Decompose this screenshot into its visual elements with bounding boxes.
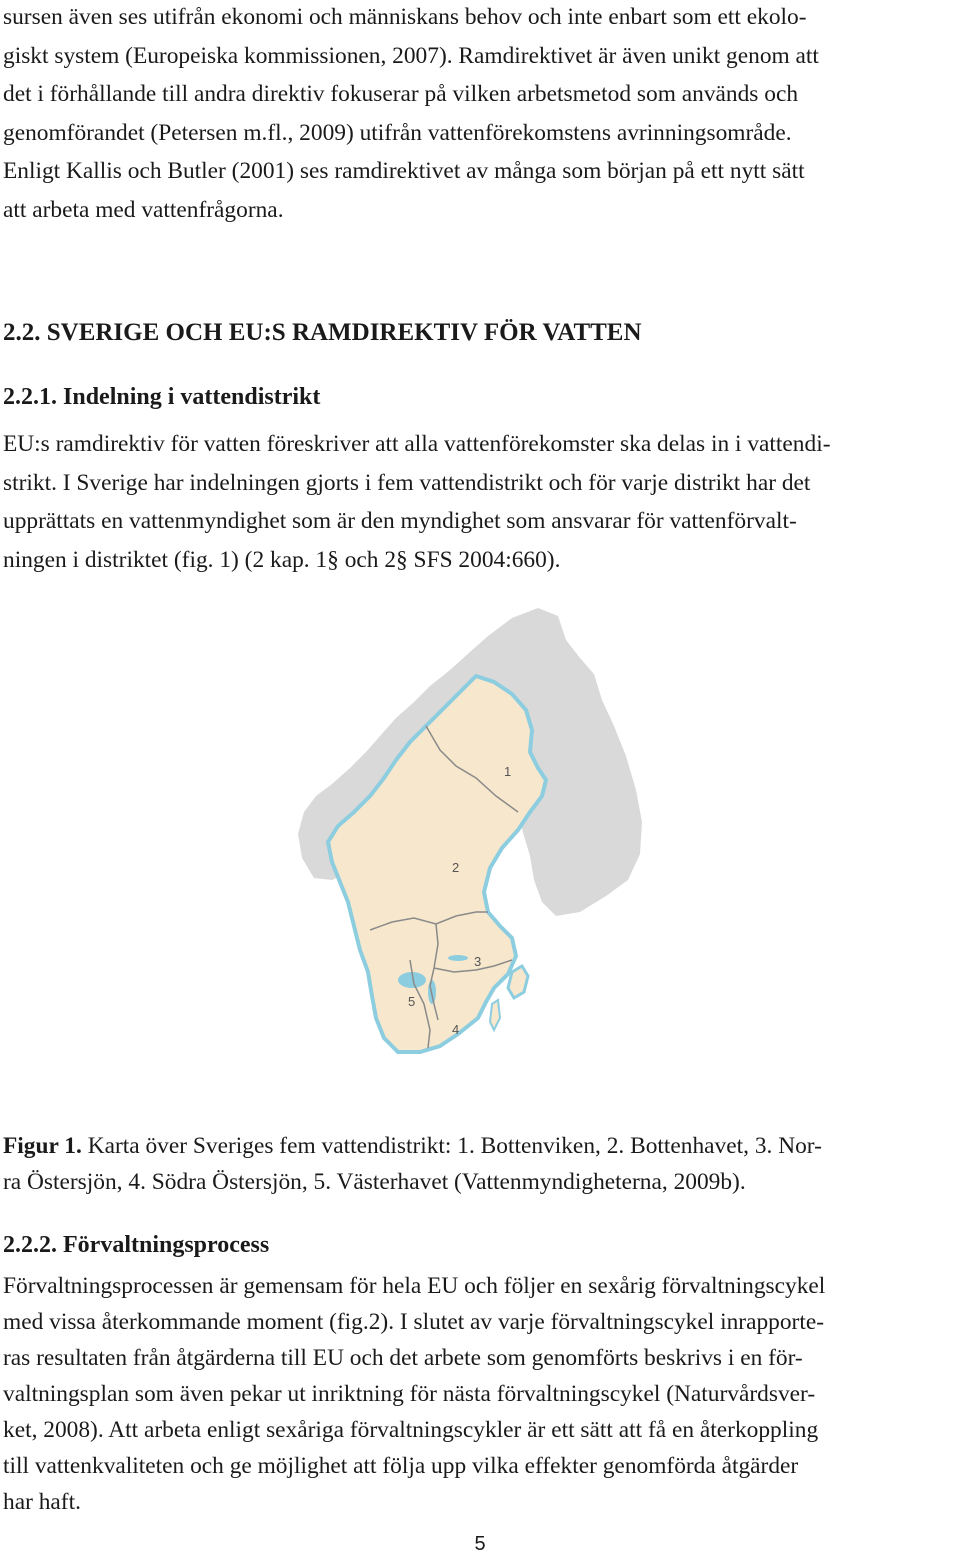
district-label-4: 4 [452,1022,460,1037]
caption-line: ra Östersjön, 4. Södra Östersjön, 5. Västerhavet (Vattenmyndigheterna, 2009b). [3,1169,746,1195]
text-line: har haft. [3,1489,81,1515]
district-label-2: 2 [452,860,460,875]
district-label-5: 5 [408,994,416,1009]
text-line: att arbeta med vattenfrågorna. [3,196,284,223]
lake-malaren [448,955,468,961]
text-line: till vattenkvaliteten och ge möjlighet att följa upp vilka effekter genomförda åtgärder [3,1453,799,1479]
caption-label: Figur 1. [3,1133,82,1159]
sweden-water-districts-map [280,600,680,1100]
text-line: valtningsplan som även pekar ut inriktning för nästa förvaltningscykel (Naturvårdsver- [3,1381,816,1407]
text-line: sursen även ses utifrån ekonomi och människans behov och inte enbart som ett ekolo- [3,4,807,30]
text-line: ras resultaten från åtgärderna till EU och det arbete som genomförts beskrivs i en för- [3,1345,803,1371]
oland-island [490,1000,500,1030]
figure-caption [3,1128,953,1200]
caption-text: Karta över Sveriges fem vattendistrikt: 1. Bottenviken, 2. Bottenhavet, 3. Nor- [81,1133,822,1159]
section-heading-2-2: 2.2. SVERIGE OCH EU:S RAMDIREKTIV FÖR VATTEN [3,319,642,346]
text-line: upprättats en vattenmyndighet som är den myndighet som ansvarar för vattenförvalt- [3,508,797,534]
text-line: EU:s ramdirektiv för vatten föreskriver att alla vattenförekomster ska delas in i vattendi- [3,431,831,457]
paragraph-2-2-1 [3,425,953,579]
paragraph-intro [3,0,953,229]
district-label-3: 3 [474,954,482,969]
text-line: Förvaltningsprocessen är gemensam för hela EU och följer en sexårig förvaltningscykel [3,1273,826,1299]
section-heading-2-2-2: 2.2.2. Förvaltningsprocess [3,1232,270,1258]
text-line: Enligt Kallis och Butler (2001) ses ramdirektivet av många som början på ett nytt sätt [3,158,805,184]
text-line: det i förhållande till andra direktiv fokuserar på vilken arbetsmetod som används och [3,81,799,107]
page-number: 5 [474,1533,486,1555]
text-line: ket, 2008). Att arbeta enligt sexåriga förvaltningscykler är ett sätt att få en återkoppling [3,1417,819,1443]
text-line: genomförandet (Petersen m.fl., 2009) utifrån vattenförekomstens avrinningsområde. [3,119,792,146]
section-heading-2-2-1: 2.2.1. Indelning i vattendistrikt [3,384,321,410]
text-line: giskt system (Europeiska kommissionen, 2007). Ramdirektivet är även unikt genom att [3,42,819,69]
text-line: med vissa återkommande moment (fig.2). I slutet av varje förvaltningscykel inrapporte- [3,1309,825,1335]
text-line: strikt. I Sverige har indelningen gjorts i fem vattendistrikt och för varje distrikt har det [3,469,811,496]
caption-line [3,1128,953,1164]
district-label-1: 1 [504,764,512,779]
paragraph-2-2-2 [3,1268,953,1520]
text-line: ningen i distriktet (fig. 1) (2 kap. 1§ och 2§ SFS 2004:660). [3,546,561,573]
